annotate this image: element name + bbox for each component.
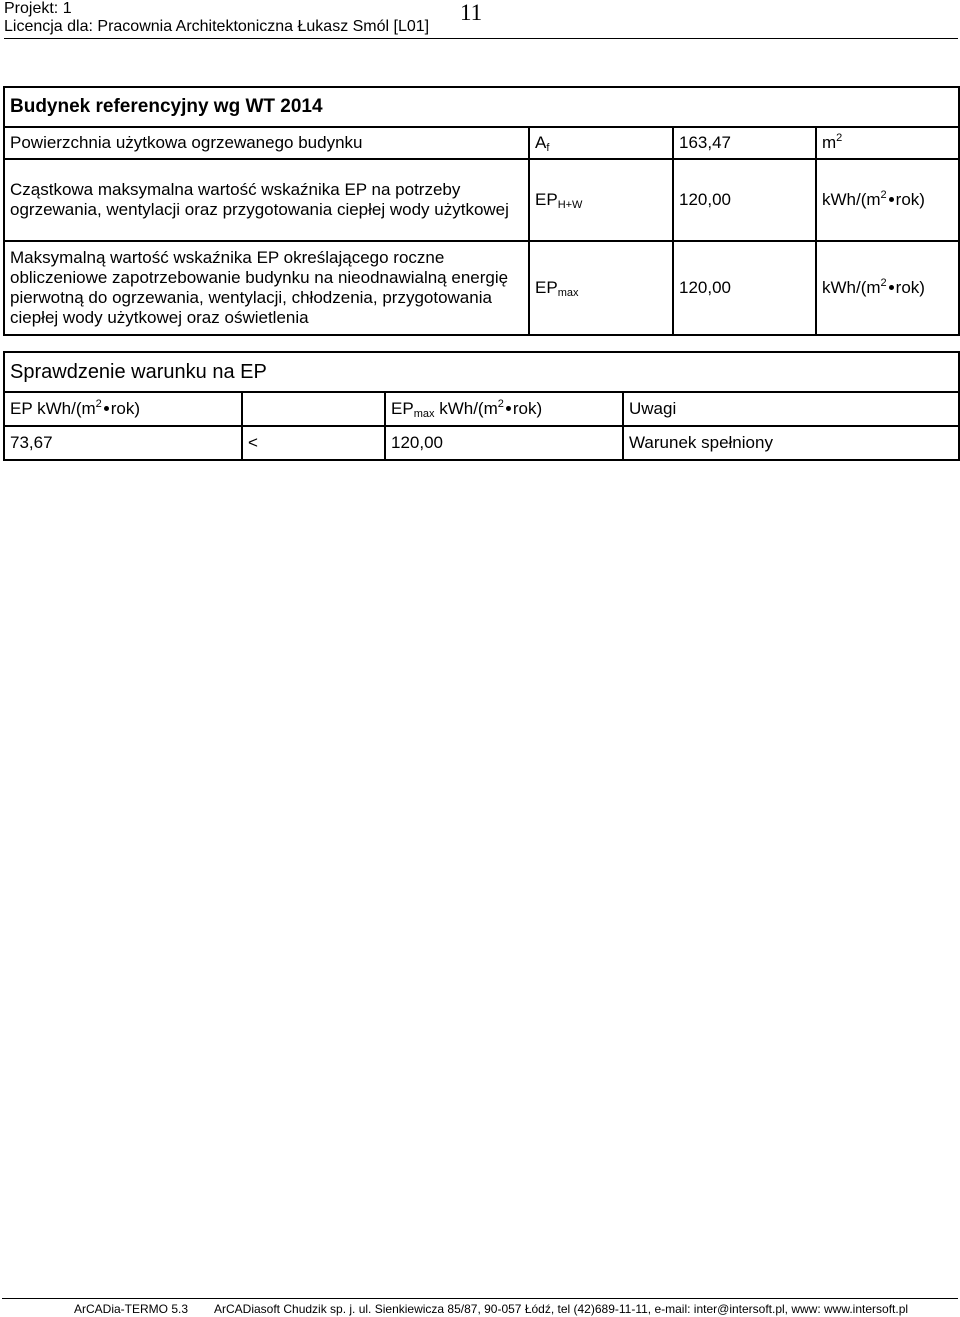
project-label: Projekt: 1 [4,0,72,17]
notes-header: Uwagi [623,392,959,426]
reference-building-table [3,86,960,336]
table-row [4,127,959,159]
page-footer [2,1298,958,1316]
check-table-title: Sprawdzenie warunku na EP [4,352,959,392]
row-unit: $m^2$ [816,127,959,159]
row-label: Cząstkowa maksymalna wartość wskaźnika EP na potrzeby ogrzewania, wentylacji oraz przygotowania ciepłej wody użytkowej [4,159,529,241]
table-row [4,426,959,460]
operator-header [242,392,385,426]
row-symbol: $EP_{max}$ [529,241,673,335]
note-cell: Warunek spełniony [623,426,959,460]
table-row [4,159,959,241]
company-info: ArCADiasoft Chudzik sp. j. ul. Sienkiewicza 85/87, 90-057 Łódź, tel (42)689-11-11, e-mail: inter@intersoft.pl, www: www.intersoft.pl [214,1302,909,1316]
row-value: 120,00 [673,241,816,335]
software-label: ArCADia-TERMO 5.3 [74,1302,189,1316]
bullet-dot-icon [104,406,109,411]
row-unit: kWh/($m^2$ rok) [816,159,959,241]
operator-cell: < [242,426,385,460]
row-symbol: $EP_{H+W}$ [529,159,673,241]
epmax-header: $EP_{max}$ kWh/($m^2$ rok) [385,392,623,426]
ep-value: 73,67 [4,426,242,460]
row-label: Powierzchnia użytkowa ogrzewanego budynku [4,127,529,159]
row-symbol: $A_f$ [529,127,673,159]
bullet-dot-icon [889,197,894,202]
page-header [4,0,958,39]
row-value: 163,47 [673,127,816,159]
reference-table-title: Budynek referencyjny wg WT 2014 [4,87,959,127]
bullet-dot-icon [889,285,894,290]
page-number: 11 [460,0,483,25]
table-row [4,241,959,335]
epmax-value: 120,00 [385,426,623,460]
license-label: Licencja dla: Pracownia Architektoniczna Łukasz Smól [L01] [4,18,430,35]
table-header-row [4,392,959,426]
ep-check-table [3,351,960,461]
row-unit: kWh/($m^2$ rok) [816,241,959,335]
row-value: 120,00 [673,159,816,241]
bullet-dot-icon [506,406,511,411]
row-label: Maksymalną wartość wskaźnika EP określającego roczne obliczeniowe zapotrzebowanie budynku na nieodnawialną energię pierwotną do ogrzewania, wentylacji, chłodzenia, przygotowania ciepłej wody użytkowej oraz oświetlenia [4,241,529,335]
ep-header: EP kWh/($m^2$ rok) [4,392,242,426]
